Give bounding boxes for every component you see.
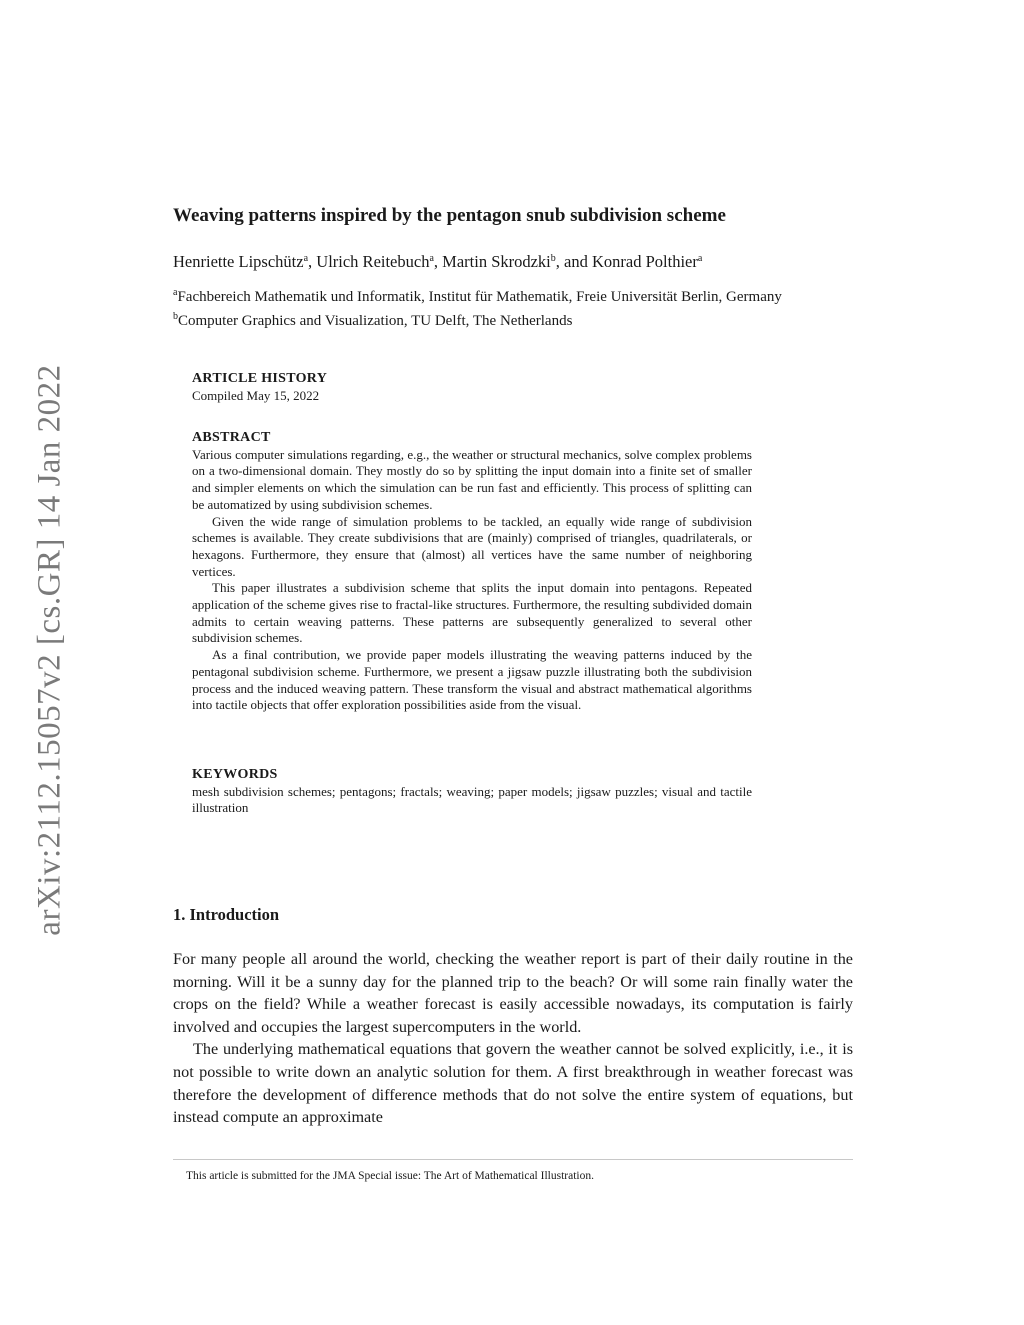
author-list — [173, 252, 863, 272]
body-paragraph: For many people all around the world, checking the weather report is part of their daily routine in the morning. Will it be a sunny day for the planned trip to the beach? Or will some rain finally water the crops on the field? While a weather forecast is easily accessible nowadays, its computation is fairly involved and occupies the largest supercomputers in the world. — [173, 950, 853, 1036]
author-affiliation-mark: a — [697, 253, 703, 264]
keywords-section — [192, 767, 752, 817]
abstract-paragraph: Various computer simulations regarding, e.g., the weather or structural mechanics, solve complex problems on a two-dimensional domain. They mostly do so by splitting the input domain into a finite set of smaller and simpler elements on which the simulation can be run fast and efficiently. This process of splitting can be automatized by using subdivision schemes. — [192, 446, 752, 512]
section-heading-introduction: 1. Introduction — [173, 905, 280, 924]
author-name: Martin Skrodzki — [442, 252, 551, 271]
affiliations — [173, 283, 863, 331]
author-separator: , — [308, 252, 317, 271]
arxiv-side-stamp — [30, 360, 70, 940]
arxiv-identifier: arXiv:2112.15057v2 [cs.GR] 14 Jan 2022 — [31, 364, 68, 936]
affiliation — [173, 307, 863, 331]
affiliation-text: Fachbereich Mathematik und Informatik, Institut für Mathematik, Freie Universität Berlin, Germany — [177, 289, 782, 305]
keywords-text: mesh subdivision schemes; pentagons; fractals; weaving; paper models; jigsaw puzzles; visual and tactile illustration — [192, 783, 752, 816]
author-separator: , and — [555, 252, 592, 271]
author-affiliation-mark: a — [429, 253, 434, 264]
paper-title: Weaving patterns inspired by the pentagon snub subdivision scheme — [173, 205, 726, 226]
article-history-heading: ARTICLE HISTORY — [192, 371, 328, 386]
abstract-paragraph: This paper illustrates a subdivision scheme that splits the input domain into pentagons. Repeated application of the scheme gives rise to fractal-like structures. Furthermore, the resulting subdivided domain admits to certain weaving patterns. These patterns are subsequently generalized to several other subdivision schemes. — [192, 580, 752, 646]
affiliation-mark: a — [173, 287, 178, 298]
footnote-divider — [173, 1159, 853, 1160]
body-paragraph: The underlying mathematical equations that govern the weather cannot be solved explicitly, i.e., it is not possible to write down an analytic solution for them. A first breakthrough in weather forecast was therefore the development of difference methods that do not solve the entire system of equations, but instead compute an approximate — [173, 1040, 853, 1127]
abstract-paragraph: As a final contribution, we provide paper models illustrating the weaving patterns induced by the pentagonal subdivision scheme. Furthermore, we present a jigsaw puzzle illustrating both the subdivision process and the induced weaving pattern. These transform the visual and abstract mathematical algorithms into tactile objects that offer exploration possibilities aside from the visual. — [192, 647, 752, 713]
author-separator: , — [433, 252, 443, 271]
author-affiliation-mark: b — [550, 253, 556, 264]
footnote: This article is submitted for the JMA Special issue: The Art of Mathematical Illustration. — [186, 1170, 594, 1182]
affiliation-mark: b — [173, 311, 178, 322]
author-name: Henriette Lipschütz — [173, 252, 304, 271]
keywords-heading: KEYWORDS — [192, 767, 278, 782]
abstract-section — [192, 430, 752, 714]
author-name: Konrad Polthier — [591, 252, 698, 271]
affiliation-text: Computer Graphics and Visualization, TU Delft, The Netherlands — [178, 313, 573, 329]
author-affiliation-mark: a — [303, 253, 309, 264]
author-name: Ulrich Reitebuch — [316, 252, 430, 271]
article-history-text: Compiled May 15, 2022 — [192, 387, 320, 403]
introduction-body — [173, 948, 853, 1129]
abstract-heading: ABSTRACT — [192, 430, 271, 445]
abstract-paragraph: Given the wide range of simulation problems to be tackled, an equally wide range of subdivision schemes is available. They create subdivisions that are (mainly) comprised of triangles, quadrilaterals, or hexagons. Furthermore, they ensure that (almost) all vertices have the same number of neighboring vertices. — [192, 513, 752, 579]
article-history-section — [192, 371, 752, 404]
affiliation — [173, 283, 863, 307]
